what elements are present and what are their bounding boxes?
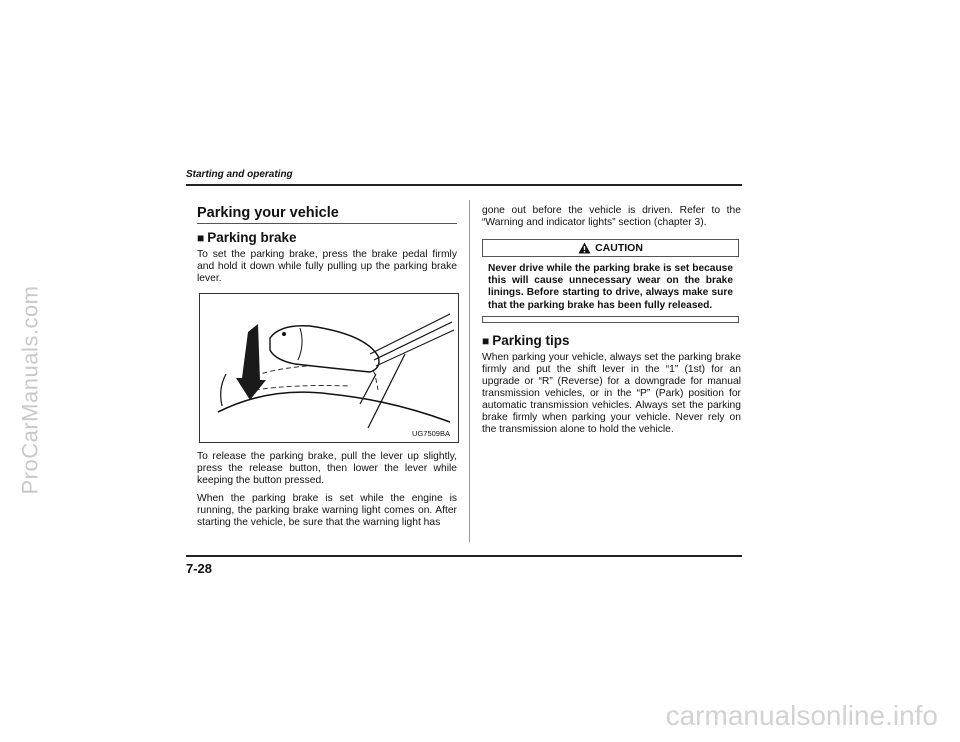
parking-brake-heading <box>197 230 457 245</box>
caution-header <box>482 239 739 257</box>
page-title: Parking your vehicle <box>197 205 457 224</box>
footer-rule <box>186 555 742 557</box>
caution-box <box>482 239 739 323</box>
warning-light-paragraph: When the parking brake is set while the engine is running, the parking brake warning light comes on. After starting the vehicle, be sure that the warning light has <box>197 493 457 528</box>
section-header: Starting and operating <box>186 169 293 180</box>
parking-brake-illustration <box>199 293 459 443</box>
parking-tips-paragraph: When parking your vehicle, always set the parking brake firmly and put the shift lever in the “1” (1st) for an upgrade or “R” (Reverse) for a downgrade for manual transmission vehicles, or in the “P” (Park) position for automatic transmission vehicles. Always set the parking brake firmly when parking your vehicle. Never rely on the transmission alone to hold the vehicle. <box>482 351 741 435</box>
caution-footer <box>482 316 739 323</box>
side-watermark <box>10 130 50 650</box>
caution-text: Never drive while the parking brake is set because this will cause unnecessary wear on the brake linings. Before starting to drive, always make sure that the parking brake has been fully released. <box>488 263 733 311</box>
left-column <box>197 205 457 535</box>
right-column <box>482 205 741 442</box>
figure-code: UG7509BA <box>412 429 450 438</box>
header-rule <box>186 184 742 186</box>
side-watermark-text: ProCarManuals.com <box>17 285 43 495</box>
caution-label: CAUTION <box>595 242 643 254</box>
continuation-paragraph: gone out before the vehicle is driven. Refer to the “Warning and indicator lights” section (chapter 3). <box>482 205 741 228</box>
brake-release-paragraph: To release the parking brake, pull the lever up slightly, press the release button, then lower the lever while keeping the button pressed. <box>197 451 457 486</box>
parking-brake-title: Parking brake <box>207 230 297 245</box>
bottom-watermark: carmanualsonline.info <box>665 700 938 731</box>
page-number: 7-28 <box>186 561 213 576</box>
parking-tips-heading <box>482 333 741 348</box>
parking-tips-title: Parking tips <box>492 332 570 348</box>
square-bullet-icon: ■ <box>197 231 205 245</box>
warning-triangle-icon <box>578 242 591 254</box>
parking-brake-lever-icon <box>200 294 458 442</box>
column-divider <box>469 200 470 542</box>
square-bullet-icon: ■ <box>482 333 490 348</box>
brake-set-paragraph: To set the parking brake, press the brake pedal firmly and hold it down while fully pulling up the parking brake lever. <box>197 249 457 284</box>
